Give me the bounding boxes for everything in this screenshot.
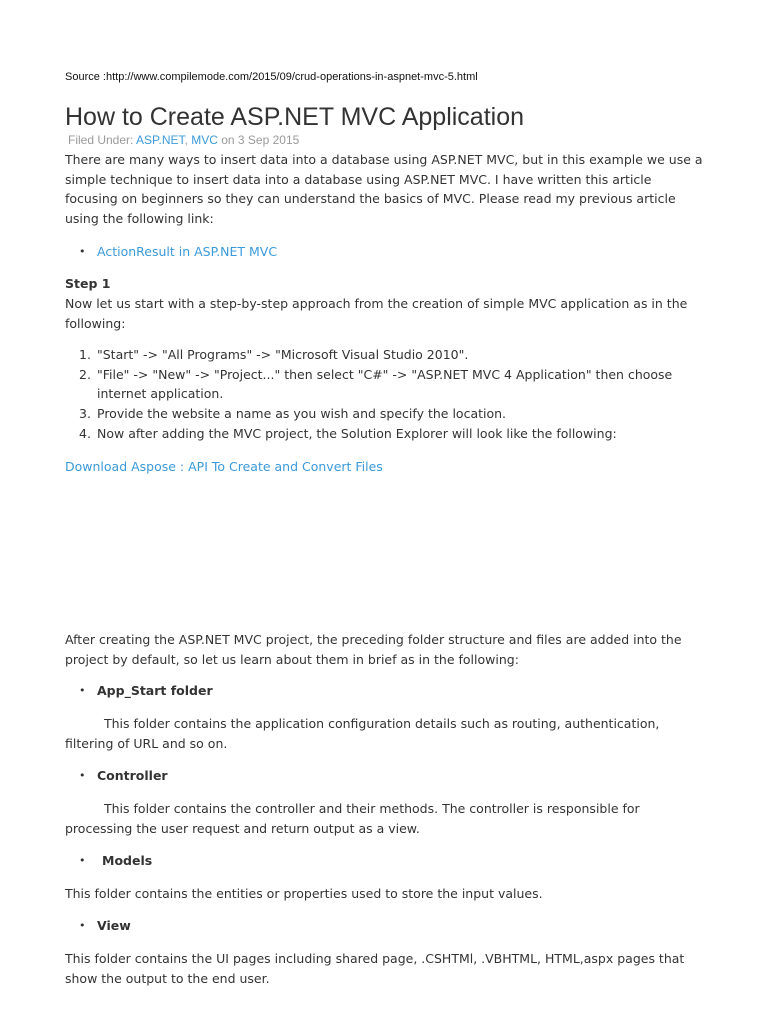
- source-line: Source :http://www.compilemode.com/2015/09/crud-operations-in-aspnet-mvc-5.html: [65, 71, 478, 83]
- post-date: on 3 Sep 2015: [221, 133, 300, 147]
- tag-link-aspnet[interactable]: ASP.NET: [136, 133, 185, 147]
- intro-paragraph: There are many ways to insert data into a database using ASP.NET MVC, but in this example we use a simple technique to insert data into a database using ASP.NET MVC. I have written this article focusing on beginners so they can understand the basics of MVC. Please read my previous article using the following link:: [65, 152, 703, 227]
- after-paragraph: After creating the ASP.NET MVC project, the preceding folder structure and files are added into the project by default, so let us learn about them in brief as in the following:: [65, 632, 682, 667]
- step-number: 3.: [79, 406, 91, 422]
- page-title: How to Create ASP.NET MVC Application: [65, 103, 525, 131]
- folder-name: Controller: [97, 768, 168, 783]
- step-text: Now after adding the MVC project, the Solution Explorer will look like the following:: [97, 425, 617, 441]
- step-number: 2.: [79, 366, 91, 382]
- tag-link-mvc[interactable]: MVC: [191, 133, 218, 147]
- post-meta: [68, 133, 299, 147]
- bullet-icon: •: [79, 245, 86, 258]
- list-item: [65, 365, 705, 404]
- tag-separator: ,: [184, 133, 188, 147]
- step-text: Provide the website a name as you wish and specify the location.: [97, 406, 507, 422]
- download-aspose-link[interactable]: Download Aspose : API To Create and Convert Files: [65, 459, 383, 474]
- folder-description: This folder contains the entities or properties used to store the input values.: [65, 886, 543, 901]
- folder-name: View: [97, 918, 131, 933]
- list-item: [65, 424, 705, 444]
- step-heading: Step 1: [65, 276, 111, 291]
- folder-name: Models: [102, 853, 153, 868]
- step-number: 1.: [79, 347, 91, 362]
- list-item: [65, 404, 705, 424]
- step-text: "File" -> "New" -> "Project..." then select "C#" -> "ASP.NET MVC 4 Application" then choose internet application.: [97, 366, 673, 402]
- list-item: [65, 345, 705, 365]
- folder-description: This folder contains the UI pages including shared page, .CSHTMl, .VBHTML, HTML,aspx pages that show the output to the end user.: [65, 951, 685, 986]
- step1-paragraph: Now let us start with a step-by-step approach from the creation of simple MVC application as in the following:: [65, 296, 688, 331]
- folder-name: App_Start folder: [97, 683, 213, 698]
- bullet-icon: •: [79, 684, 86, 697]
- step-text: "Start" -> "All Programs" -> "Microsoft Visual Studio 2010".: [97, 347, 469, 362]
- prev-article-link[interactable]: ActionResult in ASP.NET MVC: [97, 244, 278, 259]
- steps-list: [65, 345, 705, 444]
- folder-description: This folder contains the controller and their methods. The controller is responsible for processing the user request and return output as a view.: [65, 801, 640, 836]
- step-number: 4.: [79, 425, 91, 441]
- bullet-icon: •: [79, 769, 86, 782]
- bullet-icon: •: [79, 919, 86, 932]
- bullet-icon: •: [79, 854, 86, 867]
- filed-under-label: Filed Under:: [68, 133, 134, 147]
- folder-description: This folder contains the application configuration details such as routing, authentication, filtering of URL and so on.: [65, 716, 660, 751]
